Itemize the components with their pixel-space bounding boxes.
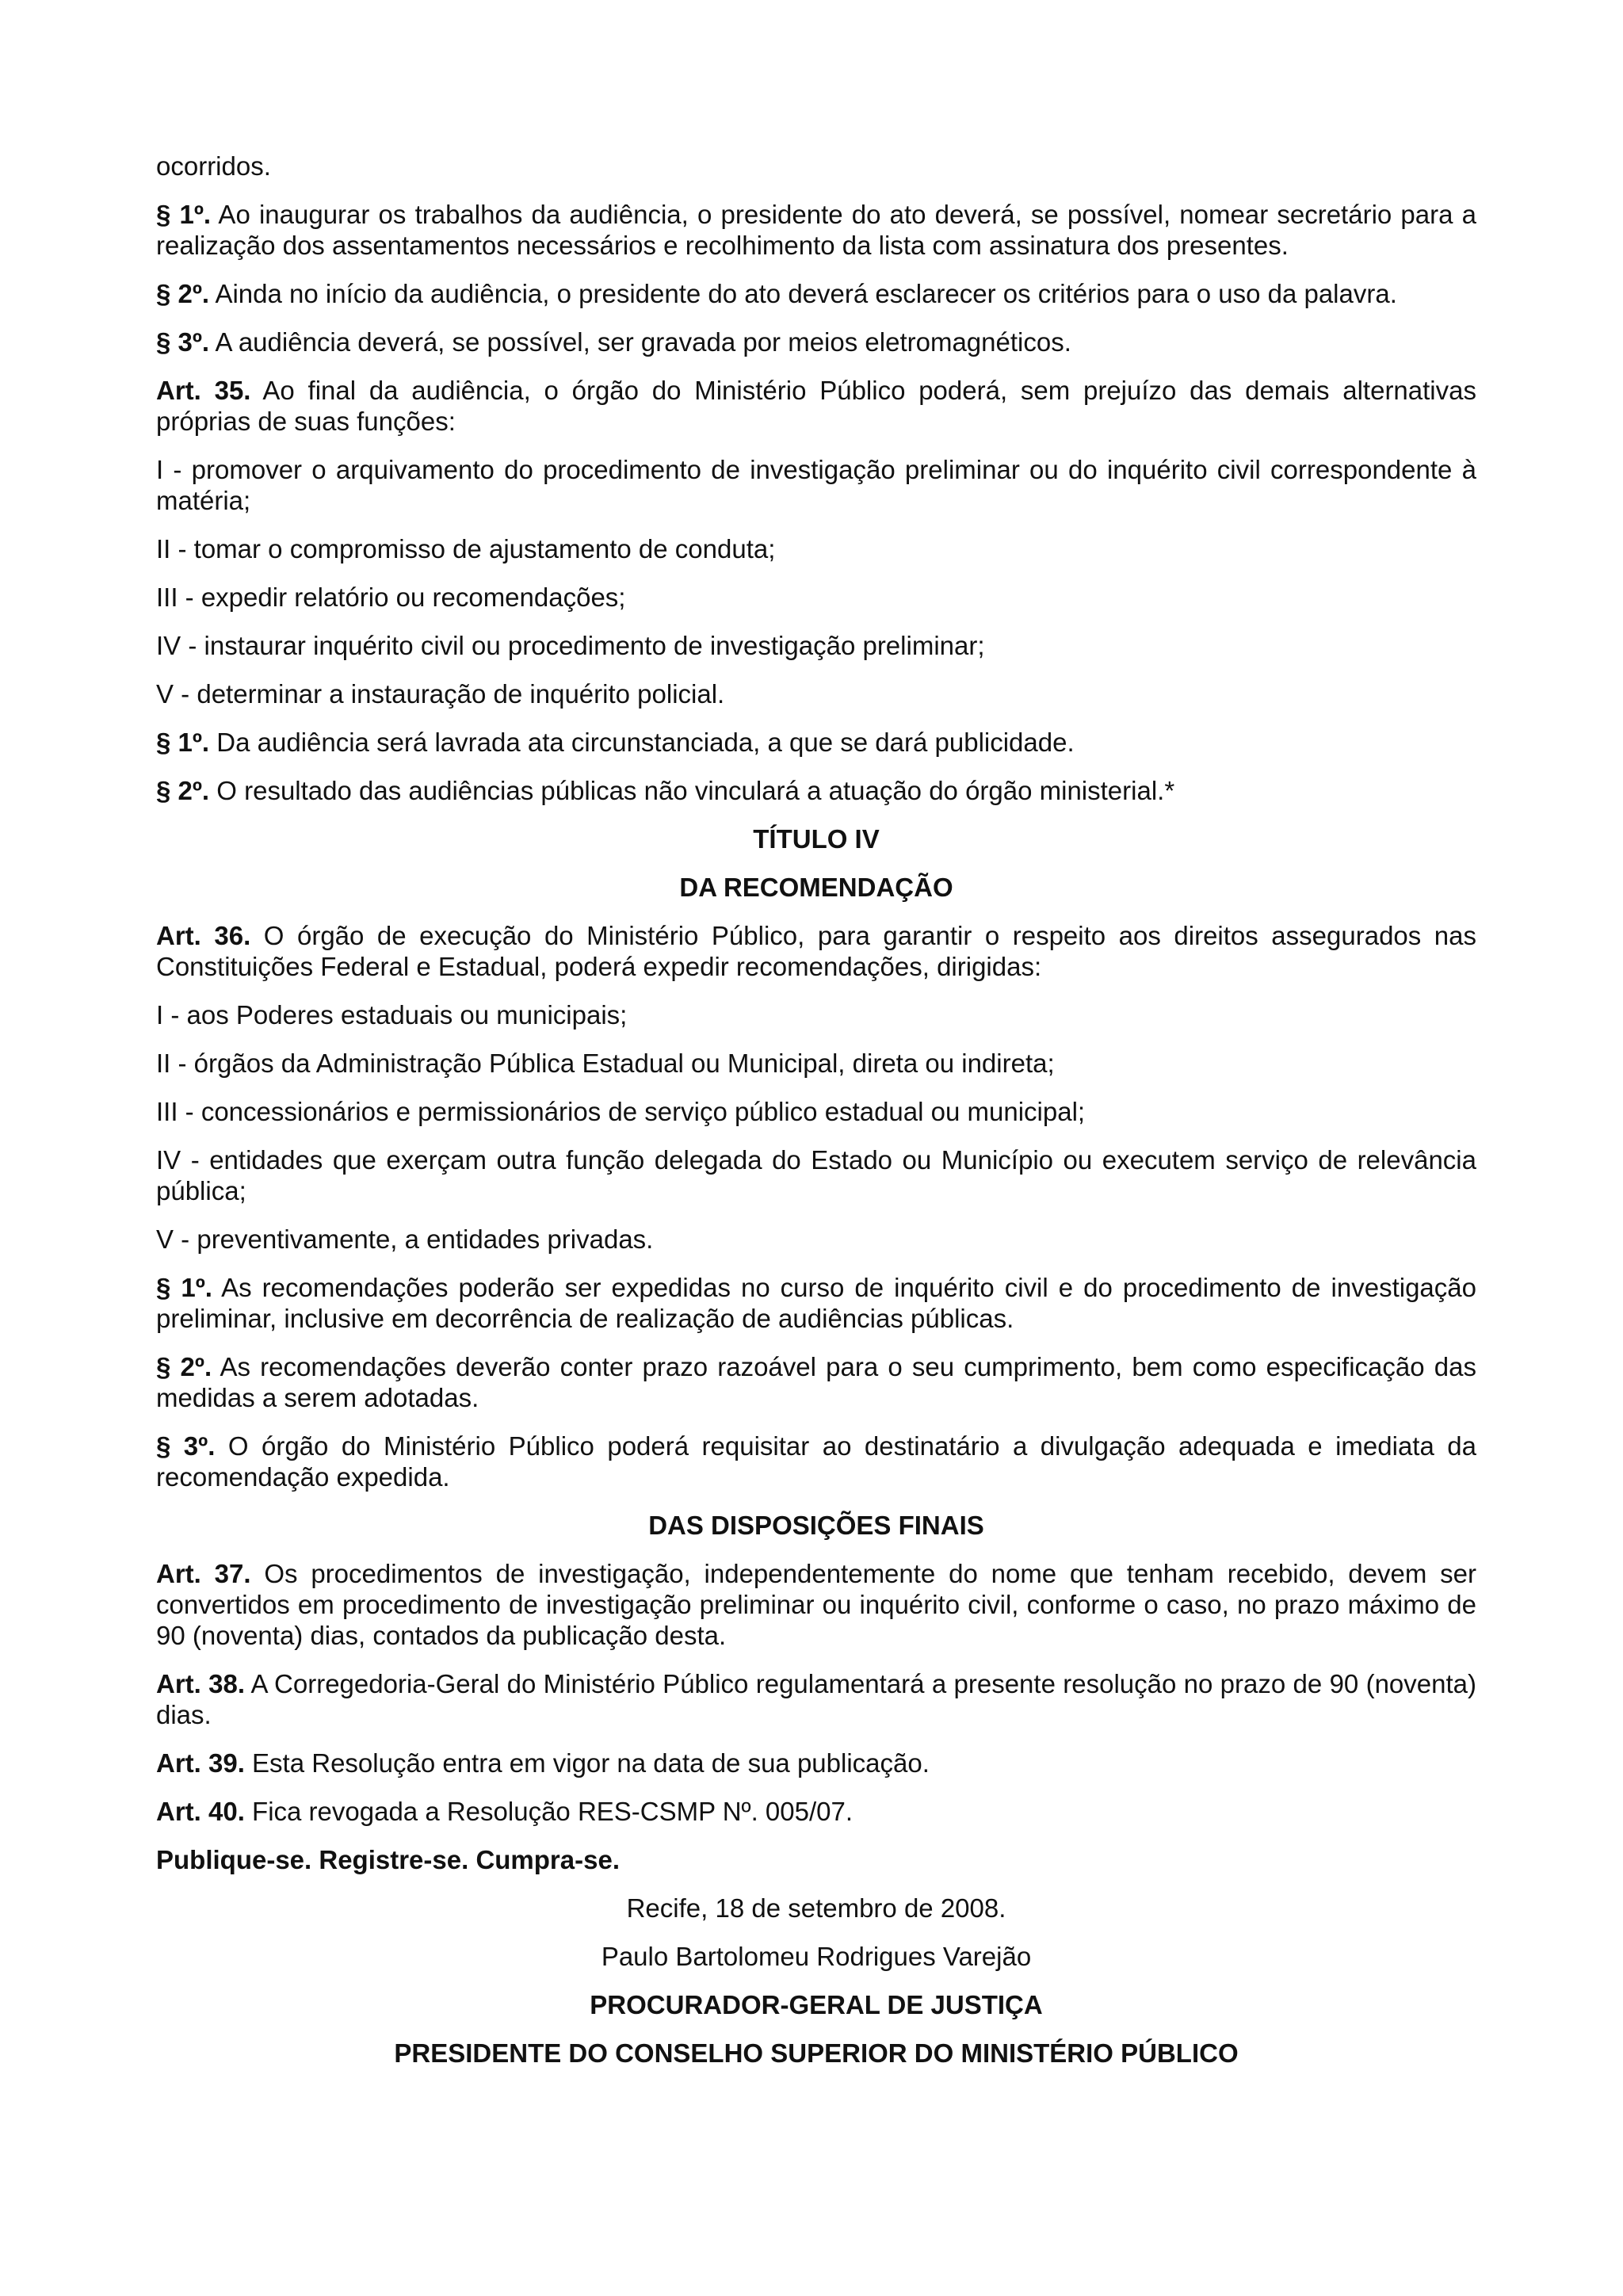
paragraph-label: § 1º. xyxy=(156,728,210,757)
art35-item-4: IV - instaurar inquérito civil ou procedimento de investigação preliminar; xyxy=(156,631,985,660)
document-page xyxy=(156,151,1476,2086)
art34-paragraph-3 xyxy=(156,327,1476,357)
art36-item-2: II - órgãos da Administração Pública Estadual ou Municipal, direta ou indireta; xyxy=(156,1049,1055,1078)
signer-name: Paulo Bartolomeu Rodrigues Varejão xyxy=(601,1942,1032,1971)
art36-paragraph-2 xyxy=(156,1351,1476,1413)
signer-role-1: PROCURADOR-GERAL DE JUSTIÇA xyxy=(590,1990,1043,2019)
disposicoes-heading: DAS DISPOSIÇÕES FINAIS xyxy=(648,1511,984,1540)
article-label: Art. 39. xyxy=(156,1748,245,1778)
article-text: Os procedimentos de investigação, independentemente do nome que tenham recebido, devem ser convertidos em procedimento de investigação preliminar ou inquérito civil, conforme o caso, no prazo máximo de 90 (noventa) dias, contados da publicação desta. xyxy=(156,1559,1477,1650)
intro-text: ocorridos. xyxy=(156,151,271,181)
place-date: Recife, 18 de setembro de 2008. xyxy=(626,1893,1006,1923)
article-label: Art. 40. xyxy=(156,1797,245,1826)
article-text: Esta Resolução entra em vigor na data de sua publicação. xyxy=(244,1748,930,1778)
art36-caput xyxy=(156,920,1476,982)
paragraph-label: § 3º. xyxy=(156,1431,216,1461)
art34-paragraph-2 xyxy=(156,278,1476,309)
art36-item-4: IV - entidades que exerçam outra função delegada do Estado ou Município ou executem serviço de relevância pública; xyxy=(156,1145,1476,1205)
paragraph-label: § 2º. xyxy=(156,1352,212,1381)
art36-paragraph-3 xyxy=(156,1431,1476,1492)
art35-paragraph-1 xyxy=(156,727,1476,758)
art36-paragraph-1 xyxy=(156,1272,1476,1334)
article-text: O órgão de execução do Ministério Público, para garantir o respeito aos direitos assegurados nas Constituições Federal e Estadual, poderá expedir recomendações, dirigidas: xyxy=(156,921,1477,981)
paragraph-label: § 1º. xyxy=(156,200,212,229)
paragraph-text: Ainda no início da audiência, o presidente do ato deverá esclarecer os critérios para o uso da palavra. xyxy=(209,279,1397,308)
art40 xyxy=(156,1796,1476,1827)
signer-role-2: PRESIDENTE DO CONSELHO SUPERIOR DO MINISTÉRIO PÚBLICO xyxy=(394,2038,1239,2068)
paragraph-text: Ao inaugurar os trabalhos da audiência, o presidente do ato deverá, se possível, nomear secretário para a realização dos assentamentos necessários e recolhimento da lista com assinatura dos presentes. xyxy=(156,200,1476,260)
art35-item-5: V - determinar a instauração de inquérito policial. xyxy=(156,679,725,709)
publique-line: Publique-se. Registre-se. Cumpra-se. xyxy=(156,1845,620,1874)
paragraph-label: § 3º. xyxy=(156,327,210,357)
art36-item-5: V - preventivamente, a entidades privadas. xyxy=(156,1224,654,1254)
article-text: Fica revogada a Resolução RES-CSMP Nº. 005/07. xyxy=(244,1797,854,1826)
article-label: Art. 37. xyxy=(156,1559,251,1588)
art36-item-3: III - concessionários e permissionários de serviço público estadual ou municipal; xyxy=(156,1097,1086,1126)
paragraph-text: O órgão do Ministério Público poderá requisitar ao destinatário a divulgação adequada e imediata da recomendação expedida. xyxy=(156,1431,1476,1492)
article-label: Art. 36. xyxy=(156,921,251,950)
art37 xyxy=(156,1558,1476,1651)
art34-paragraph-1 xyxy=(156,199,1476,261)
art35-paragraph-2 xyxy=(156,775,1476,806)
paragraph-text: Da audiência será lavrada ata circunstanciada, a que se dará publicidade. xyxy=(209,728,1075,757)
paragraph-label: § 2º. xyxy=(156,279,210,308)
art36-item-1: I - aos Poderes estaduais ou municipais; xyxy=(156,1000,628,1030)
art35-item-1: I - promover o arquivamento do procedimento de investigação preliminar ou do inquérito civil correspondente à matéria; xyxy=(156,455,1476,515)
paragraph-text: O resultado das audiências públicas não vinculará a atuação do órgão ministerial.* xyxy=(209,776,1175,805)
art39 xyxy=(156,1748,1476,1778)
paragraph-text: As recomendações poderão ser expedidas no curso de inquérito civil e do procedimento de investigação preliminar, inclusive em decorrência de realização de audiências públicas. xyxy=(156,1273,1476,1333)
article-label: Art. 35. xyxy=(156,376,251,405)
recomendacao-heading: DA RECOMENDAÇÃO xyxy=(679,873,953,902)
art35-item-2: II - tomar o compromisso de ajustamento de conduta; xyxy=(156,534,776,563)
art38 xyxy=(156,1668,1476,1730)
art35-caput xyxy=(156,375,1476,437)
paragraph-text: As recomendações deverão conter prazo razoável para o seu cumprimento, bem como especificação das medidas a serem adotadas. xyxy=(156,1352,1476,1412)
paragraph-label: § 2º. xyxy=(156,776,210,805)
paragraph-label: § 1º. xyxy=(156,1273,212,1302)
paragraph-text: A audiência deverá, se possível, ser gravada por meios eletromagnéticos. xyxy=(209,327,1071,357)
article-text: A Corregedoria-Geral do Ministério Público regulamentará a presente resolução no prazo de 90 (noventa) dias. xyxy=(156,1669,1477,1729)
title-iv-heading: TÍTULO IV xyxy=(753,824,880,854)
art35-item-3: III - expedir relatório ou recomendações; xyxy=(156,583,626,612)
article-label: Art. 38. xyxy=(156,1669,246,1698)
article-text: Ao final da audiência, o órgão do Ministério Público poderá, sem prejuízo das demais alternativas próprias de suas funções: xyxy=(156,376,1476,436)
